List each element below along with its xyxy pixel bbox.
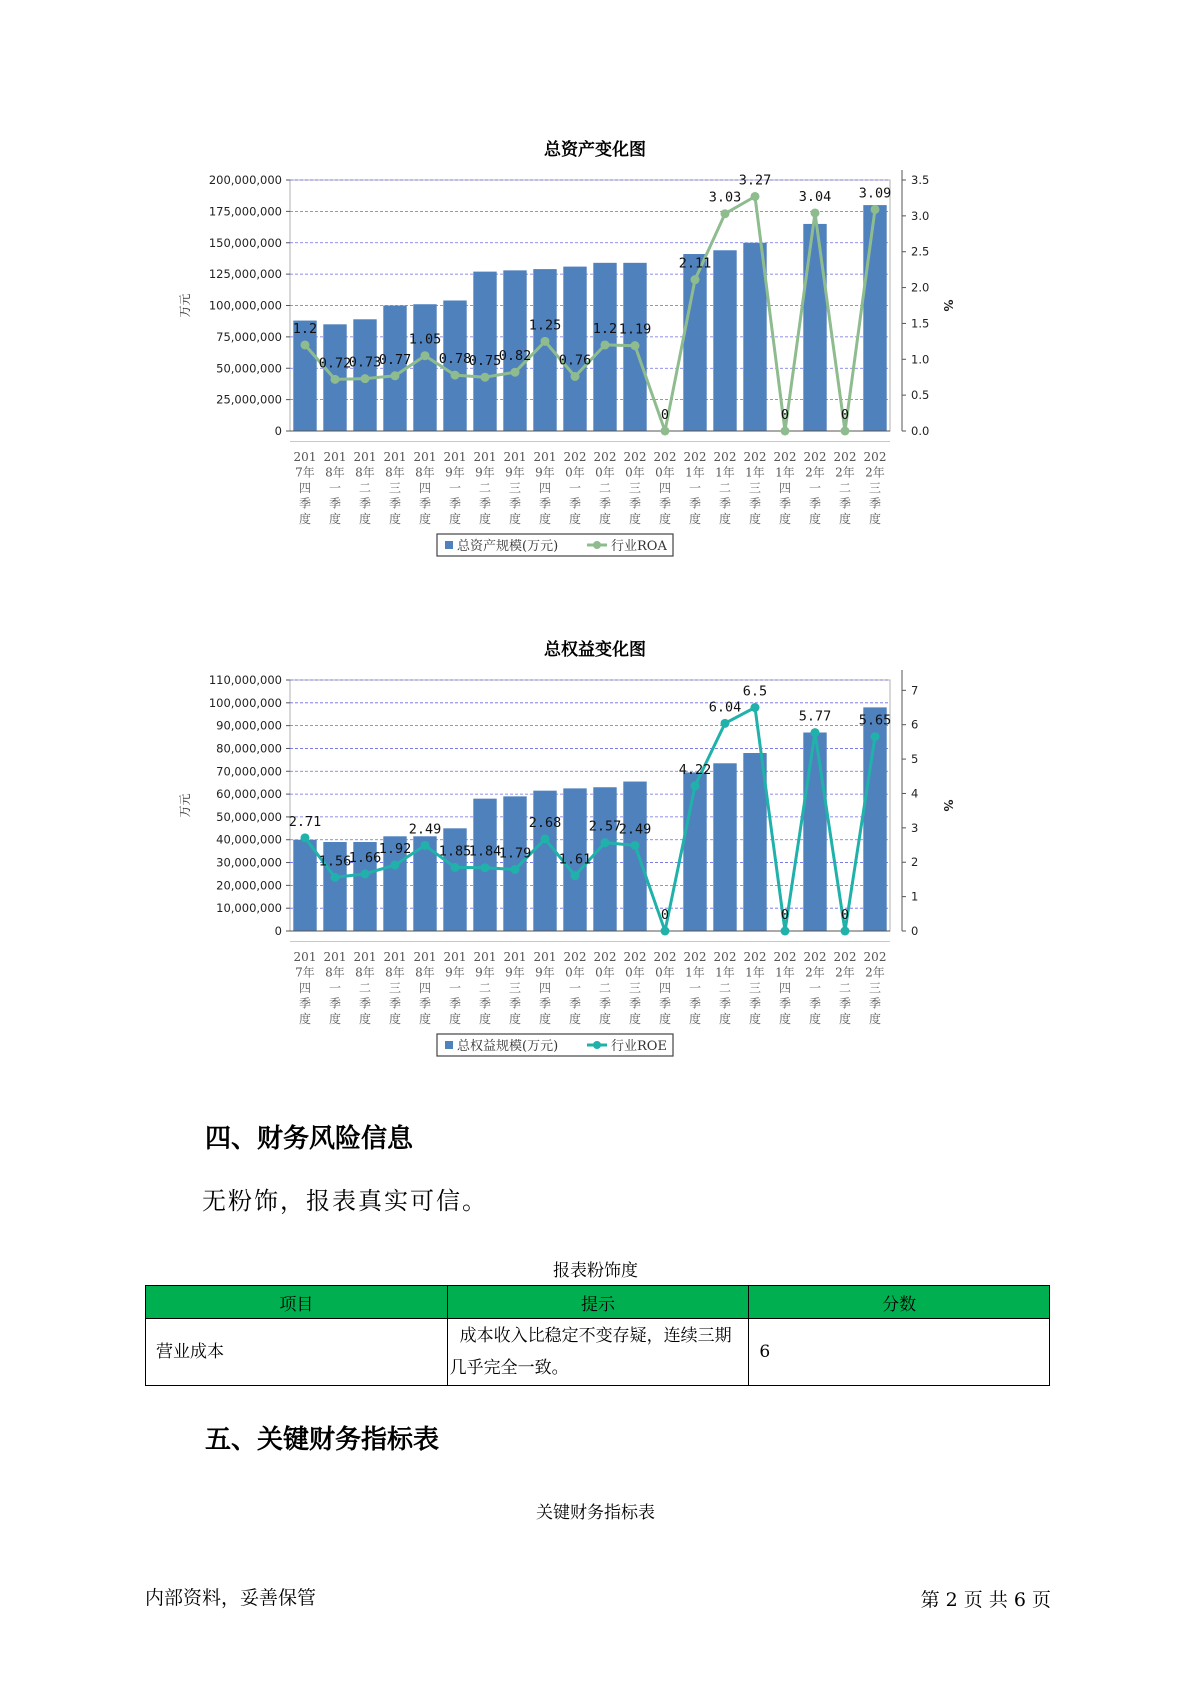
data-label: 2.11 [678, 255, 712, 272]
chart-title: 总资产变化图 [544, 140, 646, 160]
data-label: 1.2 [592, 320, 618, 337]
x-tick-label: 201 8年四季度 [413, 950, 437, 1026]
bar [803, 732, 826, 931]
legend-label-line: 行业ROE [611, 1039, 667, 1054]
x-tick-label: 201 9年三季度 [503, 950, 527, 1026]
line-point [571, 871, 580, 880]
column-header-item: 项目 [146, 1286, 448, 1319]
line-point [481, 863, 490, 872]
legend-label-bars: 总权益规模(万元) [457, 1039, 559, 1054]
data-label: 0 [660, 907, 670, 923]
y-tick-label: 30,000,000 [216, 855, 282, 870]
line-point [601, 838, 610, 847]
line-point [391, 860, 400, 869]
x-tick-label: 201 9年二季度 [473, 950, 497, 1026]
data-label: 1.85 [438, 843, 472, 860]
x-tick-label: 202 2年二季度 [833, 950, 857, 1026]
y2-tick-label: 1.5 [911, 316, 930, 331]
line-point [691, 275, 700, 284]
line-point [421, 841, 430, 850]
data-label: 1.2 [292, 320, 318, 337]
data-label: 6.5 [742, 683, 768, 700]
legend-swatch-point [593, 1041, 601, 1049]
y-tick-label: 175,000,000 [208, 204, 282, 219]
data-label: 3.04 [798, 188, 832, 205]
table-caption-key-indicators: 关键财务指标表 [536, 1503, 655, 1523]
bar [683, 772, 706, 931]
y2-axis-label: % [941, 299, 955, 312]
bar [623, 782, 646, 931]
x-tick-label: 202 0年二季度 [593, 450, 617, 526]
y-tick-label: 20,000,000 [216, 878, 282, 893]
y-tick-label: 0 [274, 924, 282, 938]
line-point [721, 209, 730, 218]
x-tick-label: 202 2年三季度 [863, 950, 887, 1026]
x-tick-label: 202 1年三季度 [743, 950, 767, 1026]
bar [293, 321, 316, 431]
line-point [541, 834, 550, 843]
y2-tick-label: 2.0 [911, 280, 930, 295]
data-label: 2.49 [618, 821, 652, 838]
x-tick-label: 201 7年四季度 [293, 950, 317, 1026]
x-tick-label: 202 1年二季度 [713, 950, 737, 1026]
total-equity-chart [175, 635, 1015, 1095]
y-tick-label: 40,000,000 [216, 832, 282, 847]
footer-page-number: 第 2 页 共 6 页 [920, 1589, 1051, 1611]
x-tick-label: 202 0年四季度 [653, 450, 677, 526]
y2-tick-label: 3.0 [911, 208, 930, 223]
x-label-separator [290, 941, 890, 942]
cell-score: 6 [749, 1319, 1050, 1386]
data-label: 6.04 [708, 699, 742, 716]
line-point [751, 192, 760, 201]
data-label: 1.05 [408, 331, 442, 348]
line-point [601, 340, 610, 349]
y-axis-label: 万元 [178, 793, 192, 818]
line-point [391, 371, 400, 380]
line-point [871, 205, 880, 214]
y2-tick-label: 1.0 [911, 352, 930, 367]
whitewash-table [145, 1285, 1050, 1386]
data-label: 2.49 [408, 821, 442, 838]
line-point [781, 427, 790, 436]
data-label: 0.76 [558, 352, 592, 369]
total-equity-chart-svg [175, 655, 1015, 1095]
y2-tick-label: 0 [911, 924, 919, 938]
line-point [811, 728, 820, 737]
line-point [781, 927, 790, 936]
line-point [571, 372, 580, 381]
data-label: 1.19 [618, 321, 652, 338]
table-caption-whitewash: 报表粉饰度 [553, 1261, 638, 1281]
y-tick-label: 90,000,000 [216, 718, 282, 733]
x-tick-label: 201 9年二季度 [473, 450, 497, 526]
x-tick-label: 201 9年一季度 [443, 450, 467, 526]
data-label: 5.65 [858, 712, 892, 729]
x-tick-label: 201 9年三季度 [503, 450, 527, 526]
bar [803, 224, 826, 431]
y2-tick-label: 3.5 [911, 173, 930, 187]
x-tick-label: 202 1年一季度 [683, 450, 707, 526]
bar [293, 840, 316, 931]
data-label: 1.66 [348, 849, 382, 866]
x-tick-label: 202 0年一季度 [563, 950, 587, 1026]
line-point [331, 873, 340, 882]
legend-swatch-point [593, 541, 601, 549]
line-point [481, 373, 490, 382]
data-label: 0 [840, 907, 850, 923]
x-label-separator [290, 441, 890, 442]
line-point [751, 703, 760, 712]
data-label: 0.75 [468, 353, 502, 370]
y2-tick-label: 4 [911, 786, 919, 801]
y-axis-label: 万元 [178, 293, 192, 318]
table-header-row [146, 1286, 1050, 1319]
x-tick-label: 201 8年二季度 [353, 950, 377, 1026]
line-point [361, 374, 370, 383]
x-tick-label: 202 0年三季度 [623, 450, 647, 526]
data-label: 2.57 [588, 818, 622, 835]
bar [863, 205, 886, 431]
data-label: 5.77 [798, 708, 832, 725]
x-tick-label: 201 9年四季度 [533, 950, 557, 1026]
line-point [451, 863, 460, 872]
section-heading-financial-risk: 四、财务风险信息 [205, 1124, 414, 1154]
line-point [451, 371, 460, 380]
table-row [146, 1319, 1050, 1386]
line-point [511, 368, 520, 377]
legend-swatch-bar [445, 1041, 453, 1049]
legend-label-line: 行业ROA [611, 539, 667, 554]
x-tick-label: 201 8年三季度 [383, 950, 407, 1026]
chart-title: 总权益变化图 [544, 640, 646, 660]
y-tick-label: 100,000,000 [208, 298, 282, 313]
line-point [511, 865, 520, 874]
data-label: 1.61 [558, 851, 592, 868]
x-tick-label: 201 8年三季度 [383, 450, 407, 526]
line-point [841, 927, 850, 936]
x-tick-label: 202 1年二季度 [713, 450, 737, 526]
column-header-hint: 提示 [447, 1286, 749, 1319]
x-tick-label: 202 2年二季度 [833, 450, 857, 526]
data-label: 0.82 [498, 348, 532, 365]
y-tick-label: 50,000,000 [216, 361, 282, 376]
line-point [631, 341, 640, 350]
y2-tick-label: 3 [911, 820, 919, 835]
y-tick-label: 10,000,000 [216, 901, 282, 916]
y2-tick-label: 2.5 [911, 244, 930, 259]
bar [593, 787, 616, 931]
line-point [421, 351, 430, 360]
data-label: 0.77 [378, 351, 412, 368]
y-tick-label: 60,000,000 [216, 787, 282, 802]
data-label: 3.03 [708, 189, 742, 206]
line-point [661, 427, 670, 436]
y-tick-label: 25,000,000 [216, 392, 282, 407]
bar [563, 267, 586, 431]
data-label: 2.71 [288, 813, 322, 830]
line-point [721, 719, 730, 728]
line-point [871, 732, 880, 741]
section-heading-key-indicators: 五、关键财务指标表 [205, 1425, 440, 1455]
y2-tick-label: 0.5 [911, 388, 930, 403]
bar [533, 791, 556, 931]
x-tick-label: 202 0年三季度 [623, 950, 647, 1026]
legend-swatch-bar [445, 541, 453, 549]
y2-tick-label: 7 [911, 683, 919, 698]
data-label: 1.56 [318, 853, 352, 870]
y-tick-label: 110,000,000 [208, 673, 282, 687]
x-tick-label: 202 1年一季度 [683, 950, 707, 1026]
x-tick-label: 201 8年二季度 [353, 450, 377, 526]
x-tick-label: 202 0年二季度 [593, 950, 617, 1026]
x-tick-label: 202 1年三季度 [743, 450, 767, 526]
data-label: 1.79 [498, 845, 532, 862]
total-assets-chart [175, 135, 1015, 595]
data-label: 3.27 [738, 172, 772, 189]
x-tick-label: 201 9年四季度 [533, 450, 557, 526]
x-tick-label: 201 9年一季度 [443, 950, 467, 1026]
column-header-score: 分数 [749, 1286, 1050, 1319]
y2-axis-label: % [941, 799, 955, 812]
bar [713, 763, 736, 931]
y-tick-label: 50,000,000 [216, 809, 282, 824]
y2-tick-label: 6 [911, 717, 919, 732]
financial-risk-summary: 无粉饰，报表真实可信。 [202, 1187, 488, 1215]
x-tick-label: 202 1年四季度 [773, 950, 797, 1026]
data-label: 1.92 [378, 840, 412, 857]
bar [413, 304, 436, 431]
y-tick-label: 80,000,000 [216, 741, 282, 756]
x-tick-label: 201 7年四季度 [293, 450, 317, 526]
y2-tick-label: 5 [911, 752, 919, 767]
line-point [661, 927, 670, 936]
y-tick-label: 125,000,000 [208, 267, 282, 282]
total-assets-chart-svg [175, 155, 1015, 595]
bar [713, 250, 736, 431]
legend-label-bars: 总资产规模(万元) [457, 539, 559, 554]
x-tick-label: 201 8年一季度 [323, 950, 347, 1026]
y2-tick-label: 0.0 [911, 424, 930, 438]
bar [383, 306, 406, 432]
bar [473, 272, 496, 431]
data-label: 0 [840, 407, 850, 423]
data-label: 0.72 [318, 355, 352, 372]
x-tick-label: 202 2年一季度 [803, 950, 827, 1026]
data-label: 4.22 [678, 761, 712, 778]
data-label: 3.09 [858, 185, 892, 202]
data-label: 1.84 [468, 843, 502, 860]
bar [503, 796, 526, 931]
line-point [301, 833, 310, 842]
y-tick-label: 75,000,000 [216, 329, 282, 344]
footer-confidential-note: 内部资料，妥善保管 [145, 1587, 317, 1609]
x-tick-label: 202 0年四季度 [653, 950, 677, 1026]
line-point [811, 208, 820, 217]
y-tick-label: 100,000,000 [208, 695, 282, 710]
data-label: 0.73 [348, 354, 382, 371]
y2-tick-label: 1 [911, 889, 919, 904]
line-point [331, 375, 340, 384]
cell-item: 营业成本 [146, 1319, 448, 1386]
line-point [361, 869, 370, 878]
line-point [631, 841, 640, 850]
data-label: 0 [660, 407, 670, 423]
data-label: 0 [780, 907, 790, 923]
line-point [301, 340, 310, 349]
x-tick-label: 201 8年一季度 [323, 450, 347, 526]
line-point [691, 781, 700, 790]
x-tick-label: 202 2年一季度 [803, 450, 827, 526]
y-tick-label: 150,000,000 [208, 235, 282, 250]
x-tick-label: 202 0年一季度 [563, 450, 587, 526]
x-tick-label: 202 1年四季度 [773, 450, 797, 526]
y-tick-label: 200,000,000 [208, 173, 282, 187]
data-label: 0 [780, 407, 790, 423]
line-point [841, 427, 850, 436]
cell-hint: 成本收入比稳定不变存疑，连续三期几乎完全一致。 [447, 1319, 749, 1386]
line-point [541, 337, 550, 346]
x-tick-label: 202 2年三季度 [863, 450, 887, 526]
data-label: 1.25 [528, 317, 562, 334]
x-tick-label: 201 8年四季度 [413, 450, 437, 526]
y-tick-label: 0 [274, 424, 282, 438]
data-label: 0.78 [438, 351, 472, 368]
y-tick-label: 70,000,000 [216, 764, 282, 779]
data-label: 2.68 [528, 814, 562, 831]
y2-tick-label: 2 [911, 855, 919, 870]
